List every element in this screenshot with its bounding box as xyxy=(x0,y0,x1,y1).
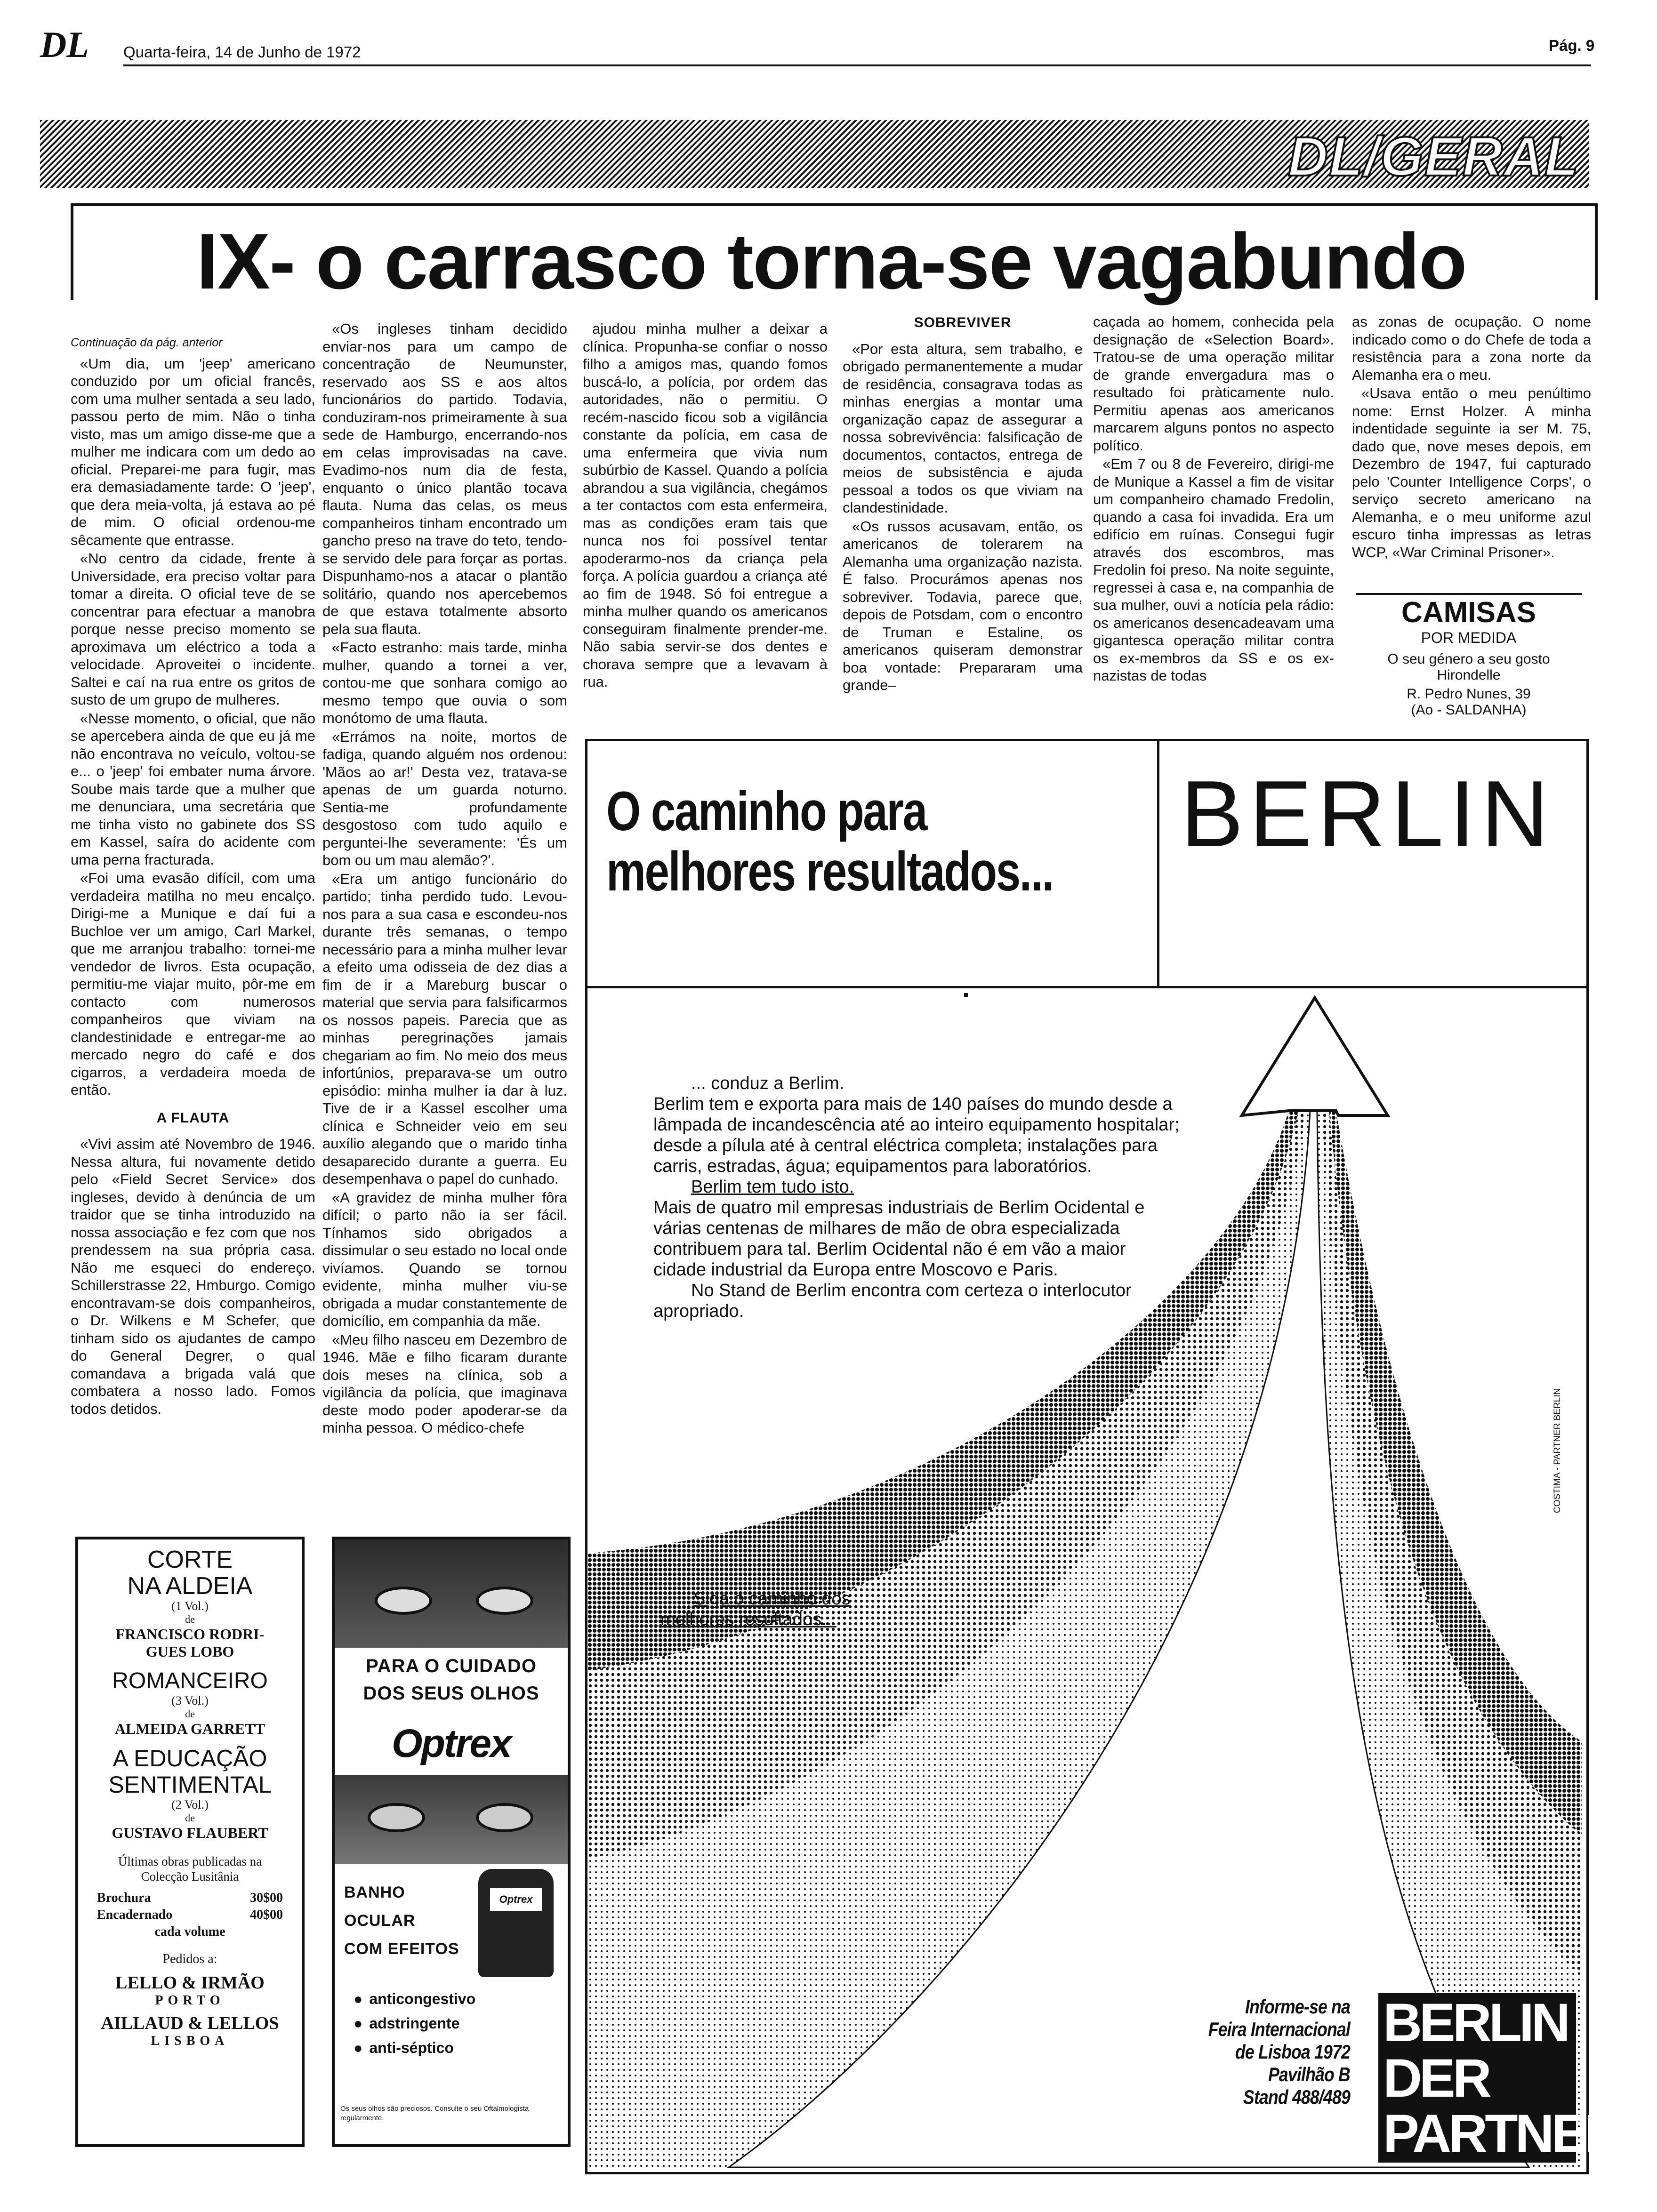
optrex-copy xyxy=(344,1878,459,1963)
book-title: NA ALDEIA xyxy=(127,1572,253,1600)
by: de xyxy=(185,1708,195,1720)
paragraph: «Nesse momento, o oficial, que não se apercebera ainda de que eu já me não encontrava no veículo, voltou-se e... o 'jeep' foi embater numa árvore. Soube mais tarde que a mulher que me denunciara, uma secretária que me tinha visto no gabinete dos SS em Kassel, saíra do acidente com uma perna fracturada. xyxy=(71,710,315,868)
berlin-info xyxy=(1162,1996,1351,2108)
paragraph: «Por esta altura, sem trabalho, e obrigado permanentemente a mudar de residência, consagrava todas as minhas energias a montar uma organização capaz de assegurar a nossa sobrevivência: falsificação de documentos, contactos, entrega de meios de subsistência e ajuda pessoal a todos os que viviam na clandestinidade. xyxy=(843,340,1083,516)
camisas-subtitle: POR MEDIDA xyxy=(1421,629,1517,646)
price-label: Brochura xyxy=(97,1891,151,1905)
camisas-line: Hirondelle xyxy=(1437,667,1501,683)
feature-item: ● anticongestivo xyxy=(354,1987,475,2011)
paragraph: as zonas de ocupação. O nome indicado como o do Chefe de toda a resistência para a zona norte da Alemanha era o meu. xyxy=(1352,313,1591,383)
camisas-ad xyxy=(1356,593,1582,731)
berlin-ad-slogan xyxy=(606,781,1053,902)
body-paragraph: Berlim tem e exporta para mais de 140 países do mundo desde a lâmpada de incandescência até ao inteiro equipamento hospitalar; desde a pílula até à central eléctrica completa; instalações para carris, estradas, água; equipamentos para laboratórios. xyxy=(653,1094,1180,1176)
headline: IX- o carrasco torna-se vagabundo xyxy=(196,217,1466,305)
berlin-ad-body xyxy=(653,1073,1181,1322)
eye-icon xyxy=(375,1587,432,1615)
eye-icon xyxy=(476,1587,533,1615)
cta-line-2: melhores resultados... xyxy=(660,1610,837,1629)
dot-mark xyxy=(964,993,968,997)
berlin-cta xyxy=(660,1588,851,1630)
publisher: LELLO & IRMÃO xyxy=(115,1973,265,1993)
feature-item: ● anti-séptico xyxy=(354,2036,475,2060)
eyes-photo-2 xyxy=(335,1775,568,1864)
paragraph: «Facto estranho: mais tarde, minha mulher, quando a tornei a ver, contou-me que sonhara comigo ao mesmo tempo que ouvia o som monótomo de uma flauta. xyxy=(322,639,567,726)
copy-line: COM EFEITOS xyxy=(344,1940,459,1958)
book-title: A EDUCAÇÃO xyxy=(113,1745,267,1771)
paragraph: «Errámos na noite, mortos de fadiga, quando alguém nos ordenou: 'Mãos ao ar!' Desta vez, tratava-se apenas de um guarda noturno. Sentia-me profundamente desgostoso com tudo aquilo e perguntei-lhe severamente: 'És um bom ou um mau alemão?'. xyxy=(322,728,567,868)
headline-line: DOS SEUS OLHOS xyxy=(363,1683,539,1704)
optrex-ad xyxy=(332,1537,571,2147)
info-line: Informe-se na xyxy=(1245,1996,1350,2018)
body-paragraph: Mais de quatro mil empresas industriais de Berlim Ocidental e várias centenas de milhares de mão de obra especializada contribuem para tal. Berlim Ocidental não é em vão a maior cidade industrial da Europa entre Moscovo e Paris. xyxy=(653,1198,1145,1280)
price-value: 40$00 xyxy=(250,1907,283,1922)
camisas-line: O seu género a seu gosto xyxy=(1387,651,1550,667)
slogan-line-1: O caminho para xyxy=(606,780,926,842)
camisas-address: R. Pedro Nunes, 39 xyxy=(1407,686,1531,702)
paragraph: ajudou minha mulher a deixar a clínica. Propunha-se confiar o nosso filho a amigos mas, quando fomos buscá-lo, a polícia, por ordem das autoridades, não o permitiu. O recém-nascido ficou sob a vigilância constante da polícia, em casa de uma enfermeira que vivia num subúrbio de Kassel. Quando a polícia abrandou a sua vigilância, chegámos a ter contactos com esta enfermeira, mas as condições eram tais que nunca nos foi possível tentar apoderarmo-nos da criança pela força. A polícia guardou a criança até ao fim de 1948. Só foi entregue a minha mulher quando os americanos conseguiram finalmente prender-me. Não sabia servir-se dos dentes e chorava sempre que a levavam à rua. xyxy=(583,321,828,690)
subhead-a-flauta: A FLAUTA xyxy=(156,1110,230,1126)
book-title: ROMANCEIRO xyxy=(112,1668,268,1693)
info-line: Pavilhão B xyxy=(1268,2063,1350,2085)
collection-note: Últimas obras publicadas na xyxy=(118,1854,262,1868)
collection-note: Colecção Lusitânia xyxy=(141,1869,239,1883)
optrex-headline xyxy=(335,1652,568,1707)
paragraph: «Era um antigo funcionário do partido; tinha perdido tudo. Levou-nos para a sua casa e escondeu-nos durante três semanas, o tempo necessário para a minha mulher levar a efeito uma odisseia de dez dias a fim de ir a Mareburg buscar o material que servia para falsificarmos os nossos papeis. Parecia que as minhas peregrinações jamais chegariam ao fim. No meio dos meus infortúnios, preparava-se um outro episódio: minha mulher ia dar à luz. Tive de ir a Kassel escolher uma clínica e Schneider veio em seu auxílio alegando que o marido tinha desaparecido durante a guerra. Eu desempenhava o papel do cunhado. xyxy=(322,870,567,1187)
optrex-fine-print: Os seus olhos são preciosos. Consulte o seu Oftalmologista regularmente. xyxy=(340,2105,529,2122)
optrex-brand: Optrex xyxy=(392,1721,511,1765)
books-ad xyxy=(75,1537,305,2147)
optrex-features xyxy=(354,1987,475,2060)
header-page-number: Pág. 9 xyxy=(1549,37,1595,54)
book-author: GUSTAVO FLAUBERT xyxy=(112,1824,268,1841)
body-highlight: Berlim tem tudo isto. xyxy=(691,1177,854,1197)
copy-line: BANHO xyxy=(344,1883,405,1901)
paragraph: «Os russos acusavam, então, os americanos de tolerarem na Alemanha uma organização nazista. É falso. Procurámos apenas nos sobreviver. Todavia, parece que, depois de Potsdam, com o encontro de Truman e Estaline, os americanos quiseram demonstrar boa vontade: Prepararam uma grande– xyxy=(843,518,1083,693)
bottle-icon xyxy=(478,1869,554,1977)
paragraph: «Foi uma evasão difícil, com uma verdadeira matilha no meu encalço. Dirigi-me a Munique e daí fui a Buchloe ver um amigo, Carl Markel, que me arranjou trabalho: tornei-me vendedor de livros. Esta ocupação, permitiu-me viajar muito, pôr-me em contacto com numerosos companheiros que viviam na clandestinidade e entregar-me ao mercado negro do café e dos cigarros, a verdadeira moeda de então. xyxy=(71,870,315,1098)
berlin-ad xyxy=(585,739,1621,2174)
paragraph: «A gravidez de minha mulher fôra difícil; o parto não ia ser fácil. Tínhamos sido obrigados a dissimular o seu estado no local onde vivíamos. Quando se tornou evidente, minha mulher viu-se obrigada a mudar constantemente de domicílio, em companhia da mãe. xyxy=(322,1189,567,1329)
orders-label: Pedidos a: xyxy=(162,1952,217,1966)
paragraph: «Os ingleses tinham decidido enviar-nos para um campo de concentração de Neumunster, reservado aos SS e aos altos funcionários do partido. Todavia, conduziram-nos primeiramente à sua sede de Hamburgo, encerrando-nos em celas improvisadas na cave. Evadimo-nos num dia de festa, enquanto o único plantão tocava flauta. Numa das celas, os meus companheiros tinham encontrado um gancho preso na trave do teto, tendo-se servido dele para forçar as portas. Dispunhamo-nos a atacar o plantão solitário, quando nos apercebemos de que estava totalmente absorto pela sua flauta. xyxy=(322,321,567,637)
by: de xyxy=(185,1613,195,1625)
paragraph: «Vivi assim até Novembro de 1946. Nessa altura, fui novamente detido pelo «Field Secret Service» dos ingleses, devido à denúncia de um traidor que se tinha introduzido na nossa associação e fez com que nos prendessem na sua própria casa. Não me esqueci do endereço. Schillerstrasse 22, Hmburgo. Comigo encontravam-se dois companheiros, o Dr. Wilkens e M Schefer, que tinham sido os ajudantes de campo do General Degrer, o qual comandava a brigada valá que combatera a nosso lado. Fomos todos detidos. xyxy=(71,1136,315,1417)
header-rule xyxy=(123,64,1591,66)
berlin-brand: BERLIN xyxy=(1181,761,1555,866)
article-column-2 xyxy=(322,320,567,1539)
article-column-5 xyxy=(1093,313,1334,727)
berlin-der-partner-logo xyxy=(1378,1993,1621,2164)
camisas-title: CAMISAS xyxy=(1401,596,1536,629)
camisas-location: (Ao - SALDANHA) xyxy=(1411,702,1527,718)
paragraph: «Usava então o meu penúltimo nome: Ernst Holzer. A minha indentidade seguinte ia ser M. 75, dado que, nove meses depois, em Dezembro de 1947, fui capturado pelo 'Counter Intelligence Corps', o serviço secreto americano na Alemanha, e o meu uniforme azul escuro tinha impressas as letras WCP, «War Criminal Prisoner». xyxy=(1352,385,1591,561)
book-title: SENTIMENTAL xyxy=(108,1771,272,1798)
masthead-logo: DL xyxy=(40,24,89,65)
info-line: Stand 488/489 xyxy=(1243,2086,1350,2108)
feature-item: ● adstringente xyxy=(354,2011,475,2036)
book-author: ALMEIDA GARRETT xyxy=(114,1720,265,1737)
article-column-4 xyxy=(843,313,1083,727)
volume-count: (2 Vol.) xyxy=(171,1798,209,1811)
continuation-note: Continuação da pág. anterior xyxy=(71,336,223,349)
bottle-label: Optrex xyxy=(490,1888,542,1911)
eye-icon xyxy=(368,1803,425,1832)
volume-count: (3 Vol.) xyxy=(171,1694,209,1707)
info-line: de Lisboa 1972 xyxy=(1235,2041,1350,2063)
publisher: AILLAUD & LELLOS xyxy=(101,2013,279,2033)
paragraph: «No centro da cidade, frente à Universidade, era preciso voltar para tomar a direita. O oficial teve de se concentrar para efectuar a manobra porque nesse preciso momento se aproximava um eléctrico a toda a velocidade. Aproveitei o incidente. Saltei e caí na rua entre os gritos de susto de um grupo de mulheres. xyxy=(71,550,315,708)
subhead-sobreviver: SOBREVIVER xyxy=(914,315,1012,330)
article-column-1 xyxy=(71,334,315,1520)
logo-line-2: DER xyxy=(1383,2048,1489,2108)
publisher-city: PORTO xyxy=(155,1993,225,2008)
info-line: Feira Internacional xyxy=(1208,2018,1350,2040)
header-date: Quarta-feira, 14 de Junho de 1972 xyxy=(123,43,361,61)
cta-line-1: Siga o caminho dos xyxy=(693,1589,851,1609)
section-banner-label: DL/GERAL xyxy=(1287,126,1579,188)
arrow-head xyxy=(1242,998,1388,1115)
slogan-line-2: melhores resultados... xyxy=(606,841,1054,903)
logo-line-3: PARTNER xyxy=(1383,2104,1621,2164)
eye-icon xyxy=(476,1803,533,1832)
price-unit: cada volume xyxy=(154,1924,225,1939)
logo-line-1: BERLIN xyxy=(1383,1993,1568,2053)
paragraph: «Em 7 ou 8 de Fevereiro, dirigi-me de Munique a Kassel a fim de visitar um companheiro chamado Fredolin, quando a casa foi invadida. Era um edifício em ruínas. Consegui fugir através dos escombros, mas Fredolin foi preso. Na noite seguinte, regressei à casa e, na companhia de sua mulher, ouvi a notícia pela rádio: os americanos desencadeavam uma gigantesca operação militar contra os ex-membros da SS e os ex-nazistas de todas xyxy=(1093,456,1334,684)
price-value: 30$00 xyxy=(250,1891,283,1905)
publisher-city: LISBOA xyxy=(151,2034,229,2048)
copy-line: OCULAR xyxy=(344,1912,416,1930)
body-paragraph: No Stand de Berlim encontra com certeza o interlocutor apropriado. xyxy=(653,1281,1132,1321)
book-title: CORTE xyxy=(147,1546,233,1573)
volume-count: (1 Vol.) xyxy=(171,1599,209,1613)
article-column-3 xyxy=(583,320,828,729)
berlin-ad-vdivider xyxy=(1157,741,1159,988)
book-author: FRANCISCO RODRI- xyxy=(115,1626,265,1643)
price-label: Encadernado xyxy=(97,1907,173,1922)
paragraph: «Meu filho nasceu em Dezembro de 1946. Mãe e filho ficaram durante dois meses na clínica, sob a vigilância da polícia, que imaginava deste modo poder apoderar-se da minha pessoa. O médico-chefe xyxy=(322,1331,567,1436)
paragraph: «Um dia, um 'jeep' americano conduzido por um oficial francês, com uma mulher sentada a seu lado, passou perto de mim. Não o tinha visto, mas um amigo disse-me que a mulher me indicara com um dedo ao oficial. Preparei-me para fugir, mas era demasiadamente tarde: O 'jeep', que dera meia-volta, já estava ao pé de mim. O oficial ordenou-me sêcamente que entrasse. xyxy=(71,355,315,548)
body-intro: ... conduz a Berlim. xyxy=(691,1074,845,1093)
book-author: GUES LOBO xyxy=(145,1643,234,1660)
headline-line: PARA O CUIDADO xyxy=(366,1656,537,1676)
paragraph: caçada ao homem, conhecida pela designação de «Selection Board». Tratou-se de uma operação militar de grande envergadura mas o resultado foi pràticamente nulo. Permitiu apenas aos americanos marcarem alguns pontos no aspecto político. xyxy=(1093,313,1334,454)
by: de xyxy=(185,1812,195,1824)
article-column-6 xyxy=(1352,313,1591,595)
section-banner xyxy=(40,120,1589,188)
eyes-photo xyxy=(335,1539,568,1648)
berlin-credit: COSTIMA - PARTNER BERLIN xyxy=(1552,1388,1562,1513)
